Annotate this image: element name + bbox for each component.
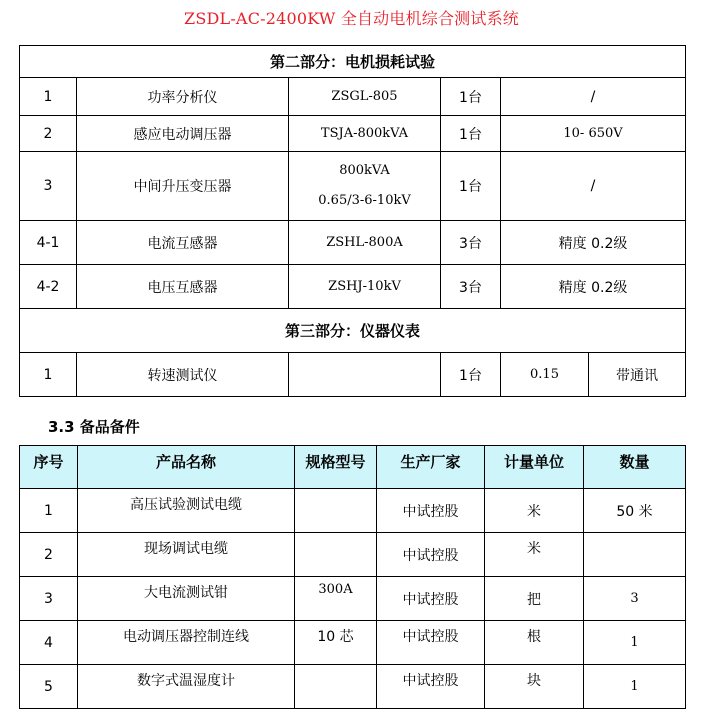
- item-qty: 1: [584, 665, 686, 709]
- row-number: 2: [20, 116, 77, 152]
- item-model: TSJA-800kVA: [289, 116, 441, 152]
- item-model: 10 芯: [295, 621, 377, 665]
- item-model-line2: 0.65/3-6-10kV: [318, 193, 411, 208]
- table-row: [20, 489, 686, 533]
- item-model-line1: 800kVA: [339, 163, 390, 178]
- table-row: [20, 221, 686, 265]
- item-maker: 中试控股: [377, 489, 485, 533]
- row-number: 5: [20, 665, 78, 709]
- item-maker: 中试控股: [377, 533, 485, 577]
- item-maker: 中试控股: [377, 577, 485, 621]
- item-unit: 米: [485, 533, 584, 577]
- item-value: 0.15: [501, 353, 589, 397]
- item-unit: 根: [485, 621, 584, 665]
- item-remark: 带通讯: [589, 353, 686, 397]
- item-name: 数字式温湿度计: [78, 665, 295, 709]
- row-number: 2: [20, 533, 78, 577]
- item-name: 电动调压器控制连线: [78, 621, 295, 665]
- section-heading: 第二部分：电机损耗试验: [20, 46, 686, 78]
- item-name: 转速测试仪: [77, 353, 289, 397]
- row-number: 4: [20, 621, 78, 665]
- col-header: 规格型号: [295, 446, 377, 489]
- item-name: 现场调试电缆: [78, 533, 295, 577]
- table-header-row: [20, 446, 686, 489]
- table-row: [20, 78, 686, 116]
- item-spec: /: [501, 152, 686, 221]
- item-name: 大电流测试钳: [78, 577, 295, 621]
- document-title: ZSDL-AC-2400KW 全自动电机综合测试系统: [184, 9, 519, 28]
- item-model: 300A: [295, 577, 377, 621]
- item-qty: [584, 533, 686, 577]
- item-qty: 3: [584, 577, 686, 621]
- item-model: [295, 533, 377, 577]
- col-header: 序号: [20, 446, 78, 489]
- table-row: [20, 577, 686, 621]
- item-qty: 3台: [441, 221, 501, 265]
- item-name: 感应电动调压器: [77, 116, 289, 152]
- table-row: [20, 265, 686, 309]
- item-qty: 1台: [441, 353, 501, 397]
- item-maker: 中试控股: [377, 665, 485, 709]
- row-number: 4-2: [20, 265, 77, 309]
- row-number: 3: [20, 152, 77, 221]
- table-row: [20, 353, 686, 397]
- item-unit: 块: [485, 665, 584, 709]
- item-unit: 米: [485, 489, 584, 533]
- item-qty: 50 米: [584, 489, 686, 533]
- col-header: 计量单位: [485, 446, 584, 489]
- item-name: 中间升压变压器: [77, 152, 289, 221]
- spares-heading: 3.3 备品备件: [48, 418, 140, 436]
- item-name: 电压互感器: [77, 265, 289, 309]
- section-row-part2: [20, 46, 686, 78]
- item-model: [289, 152, 441, 221]
- row-number: 1: [20, 353, 77, 397]
- item-model: [295, 665, 377, 709]
- item-maker: 中试控股: [377, 621, 485, 665]
- row-number: 4-1: [20, 221, 77, 265]
- row-number: 1: [20, 489, 78, 533]
- table-row: [20, 152, 686, 221]
- item-model: ZSHJ-10kV: [289, 265, 441, 309]
- table-row: [20, 116, 686, 152]
- item-qty: 3台: [441, 265, 501, 309]
- col-header: 生产厂家: [377, 446, 485, 489]
- item-qty: 1台: [441, 116, 501, 152]
- item-qty: 1: [584, 621, 686, 665]
- item-spec: /: [501, 78, 686, 116]
- equipment-table: [19, 45, 686, 397]
- row-number: 3: [20, 577, 78, 621]
- col-header: 数量: [584, 446, 686, 489]
- item-unit: 把: [485, 577, 584, 621]
- section-heading: 第三部分：仪器仪表: [20, 309, 686, 353]
- item-spec: 10- 650V: [501, 116, 686, 152]
- item-spec: 精度 0.2级: [501, 221, 686, 265]
- item-qty: 1台: [441, 152, 501, 221]
- section-row-part3: [20, 309, 686, 353]
- item-spec: 精度 0.2级: [501, 265, 686, 309]
- item-model: ZSHL-800A: [289, 221, 441, 265]
- table-row: [20, 621, 686, 665]
- item-model: ZSGL-805: [289, 78, 441, 116]
- table-row: [20, 533, 686, 577]
- item-name: 功率分析仪: [77, 78, 289, 116]
- row-number: 1: [20, 78, 77, 116]
- item-name: 电流互感器: [77, 221, 289, 265]
- item-model: [295, 489, 377, 533]
- col-header: 产品名称: [78, 446, 295, 489]
- item-model: [289, 353, 441, 397]
- spares-table: [19, 445, 686, 709]
- item-name: 高压试验测试电缆: [78, 489, 295, 533]
- table-row: [20, 665, 686, 709]
- item-qty: 1台: [441, 78, 501, 116]
